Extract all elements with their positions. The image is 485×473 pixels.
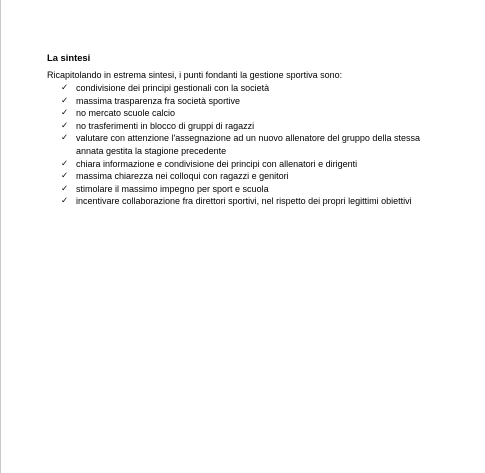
check-mark-icon: ✓ <box>61 120 69 131</box>
list-item-text: chiara informazione e condivisione dei principi con allenatori e dirigenti <box>76 158 358 169</box>
list-item-text: no mercato scuole calcio <box>76 108 176 119</box>
list-item-text: no trasferimenti in blocco di gruppi di ragazzi <box>76 120 255 131</box>
list-item-text: valutare con attenzione l'assegnazione ad un nuovo allenatore del gruppo della stessa annata gestita la stagione precedente <box>76 133 420 156</box>
list-item <box>47 195 447 208</box>
check-mark-icon: ✓ <box>61 133 69 144</box>
content-area <box>47 52 447 208</box>
list-item <box>47 132 447 157</box>
check-mark-icon: ✓ <box>61 183 69 194</box>
list-item <box>47 170 447 183</box>
check-mark-icon: ✓ <box>61 196 69 207</box>
list-item-text: massima chiarezza nei colloqui con ragazzi e genitori <box>76 171 289 182</box>
list-item-text: massima trasparenza fra società sportive <box>76 95 241 106</box>
check-mark-icon: ✓ <box>61 83 69 93</box>
list-item <box>47 158 447 171</box>
checklist <box>47 82 447 208</box>
check-mark-icon: ✓ <box>61 171 69 182</box>
list-item-text: stimolare il massimo impegno per sport e scuola <box>76 183 269 194</box>
check-mark-icon: ✓ <box>61 95 69 106</box>
section-heading: La sintesi <box>47 52 91 63</box>
check-mark-icon: ✓ <box>61 108 69 119</box>
list-item <box>47 95 447 108</box>
list-item <box>47 183 447 196</box>
check-mark-icon: ✓ <box>61 158 69 169</box>
list-item <box>47 82 447 95</box>
intro-paragraph: Ricapitolando in estrema sintesi, i punti fondanti la gestione sportiva sono: <box>47 70 343 80</box>
list-item-text: incentivare collaborazione fra direttori sportivi, nel rispetto dei propri legittimi obiettivi <box>76 196 412 207</box>
list-item-text: condivisione dei principi gestionali con la società <box>76 83 270 93</box>
page-edge <box>0 0 1 473</box>
list-item <box>47 107 447 120</box>
list-item <box>47 120 447 133</box>
